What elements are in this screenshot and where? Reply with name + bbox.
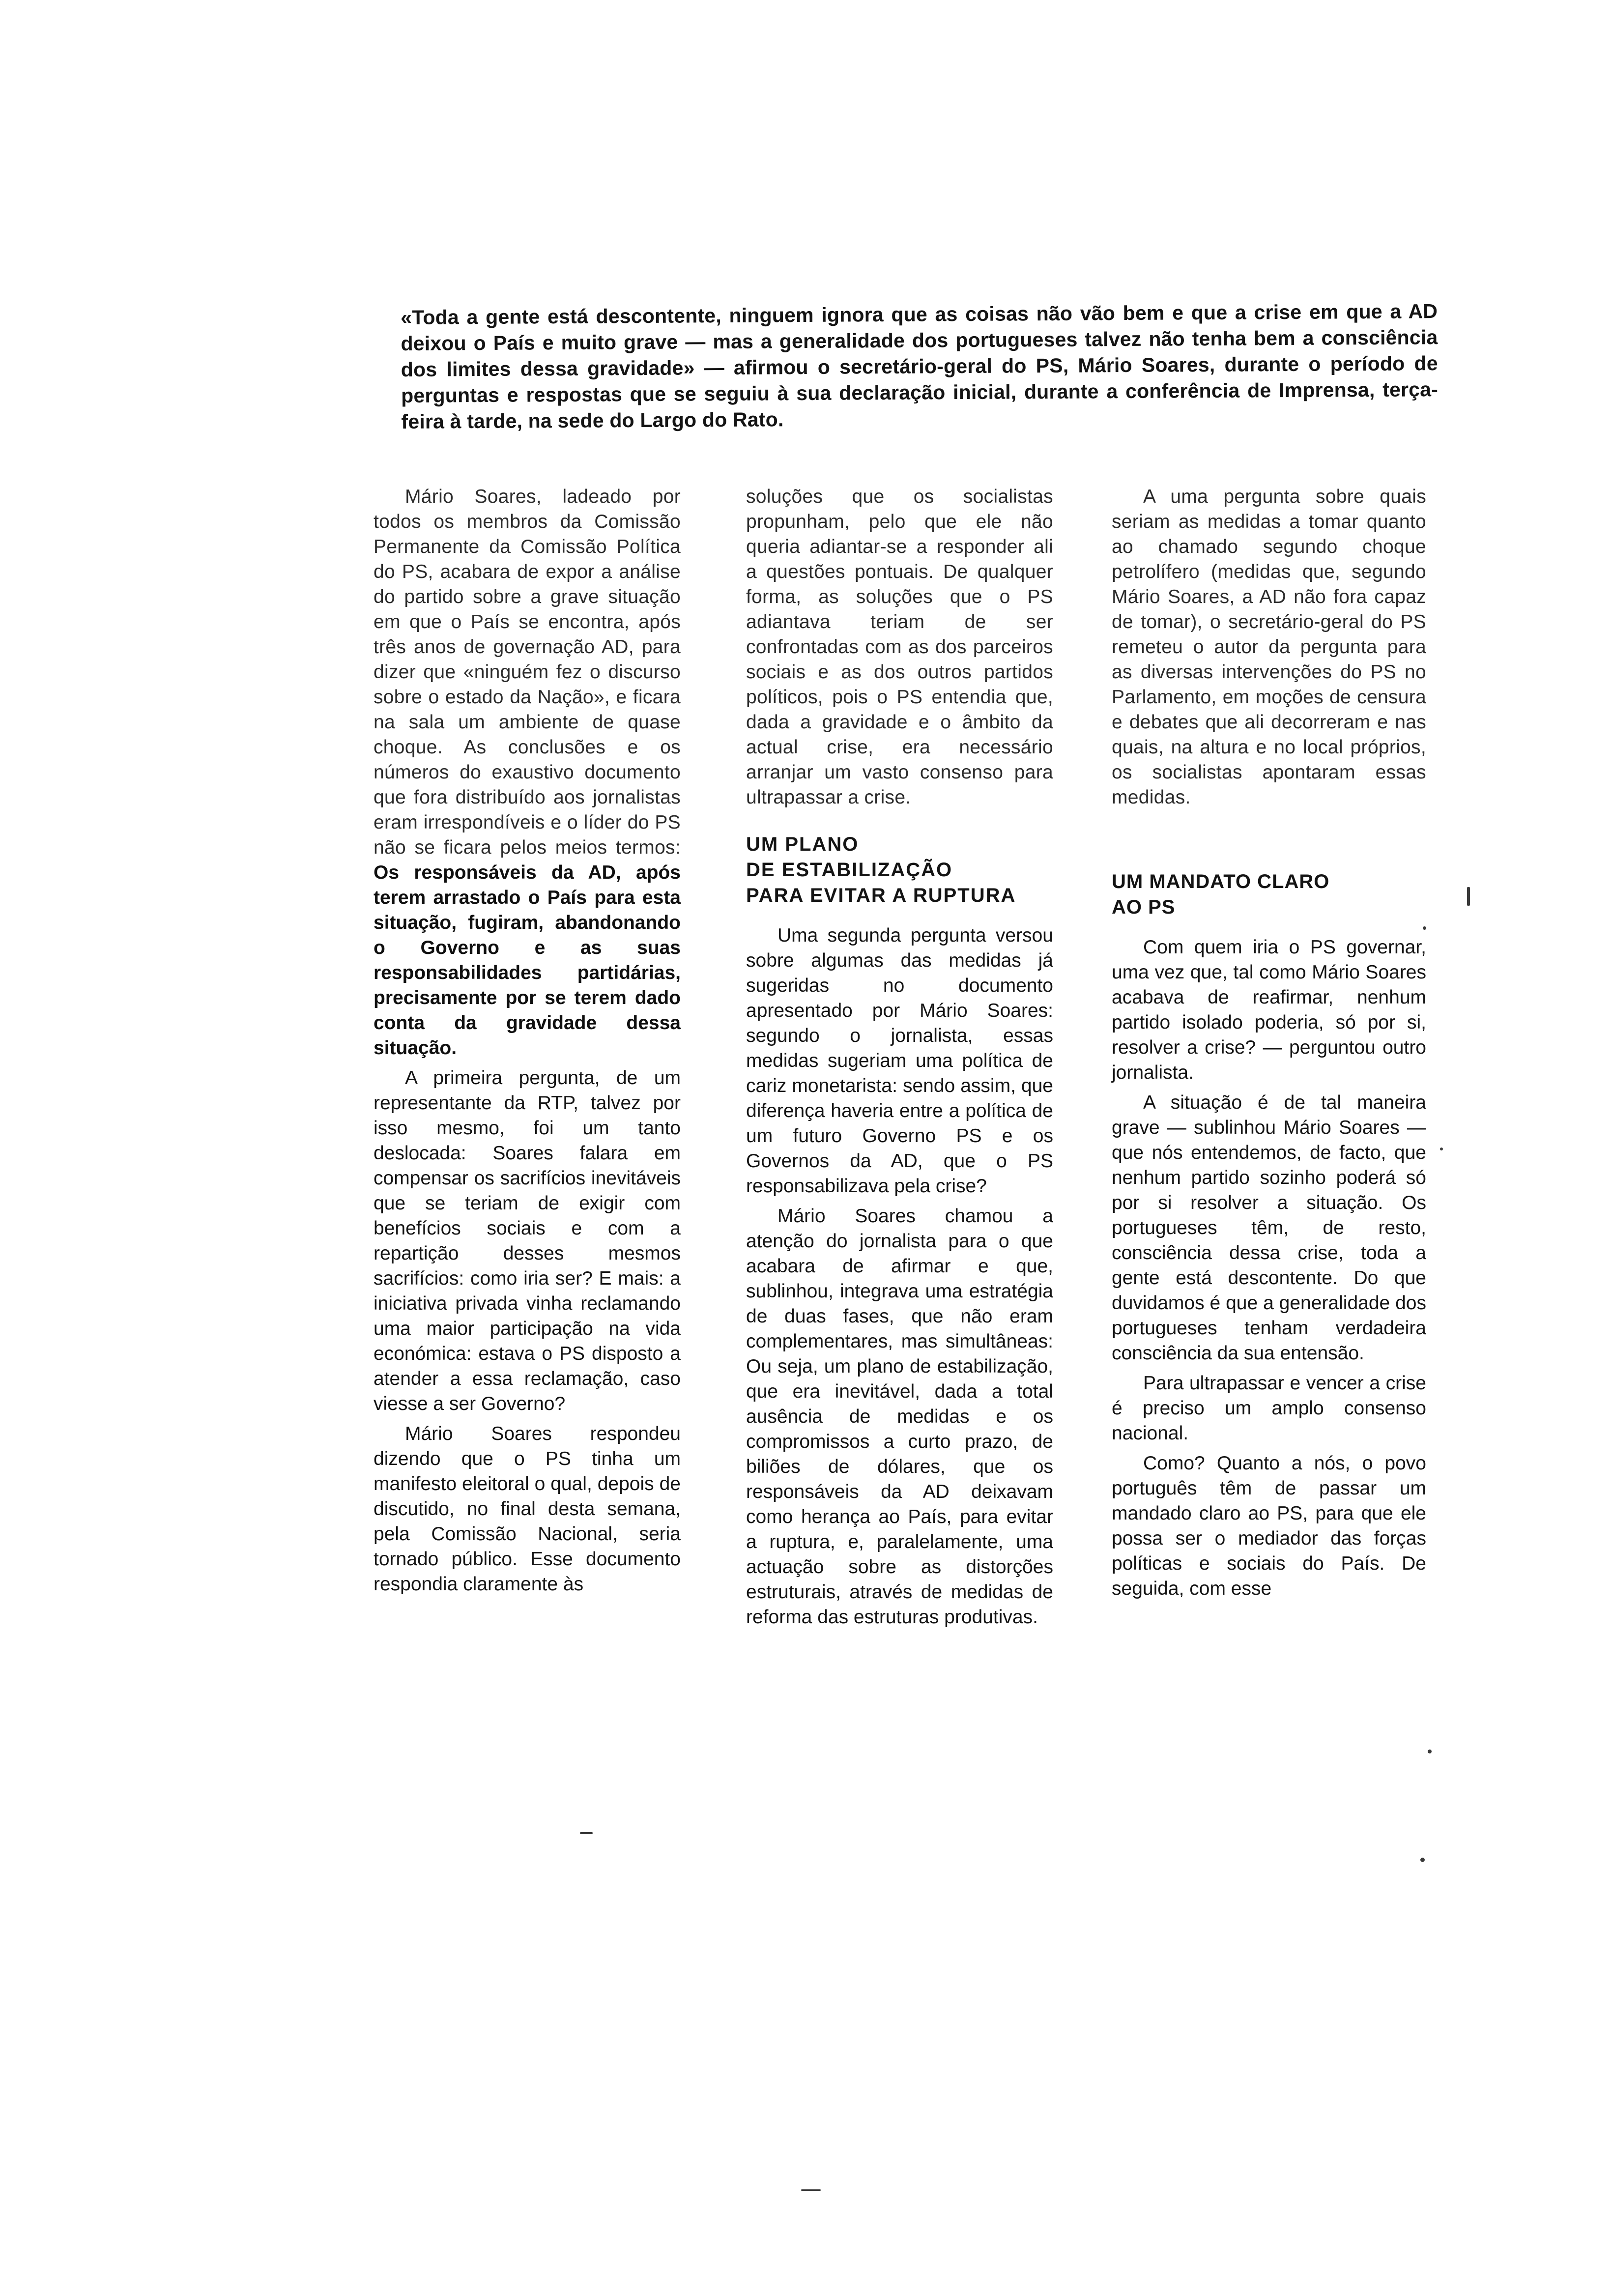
scan-speck [1440, 1148, 1443, 1150]
col3-paragraph-5: Como? Quanto a nós, o povo português têm de passar um mandado claro ao PS, para que ele possa ser o mediador das forças políticas e sociais do País. De seguida, com esse [1112, 1453, 1426, 1599]
col2-subheading-line-2: DE ESTABILIZAÇÃO [746, 859, 953, 881]
scan-speck [1423, 926, 1426, 930]
col2-subheading-line-3: PARA EVITAR A RUPTURA [746, 885, 1016, 906]
col3-subheading [1112, 869, 1426, 920]
col1-paragraph-1-text: Mário Soares, ladeado por todos os membros da Comissão Permanente da Comissão Política do PS, acabara de expor a análise do partido sobre a grave situação em que o País se encontra, após três anos de governação AD, para dizer que «ninguém fez o discurso sobre o estado da Nação», e ficara na sala um ambiente de quase choque. As conclusões e os números do exaustivo documento que fora distribuído aos jornalistas eram irrespondíveis e o líder do PS não se ficara pelos meios termos: [374, 486, 681, 858]
column-1 [374, 484, 681, 1597]
col3-subheading-line-2: AO PS [1112, 896, 1176, 918]
col3-paragraph-1: A uma pergunta sobre quais seriam as medidas a tomar quanto ao chamado segundo choque petrolífero (medidas que, segundo Mário Soares, a AD não fora capaz de tomar), o secretário-geral do PS remeteu o autor da pergunta para as diversas intervenções do PS no Parlamento, em moções de censura e debates que ali decorreram e nas quais, na altura e no local próprios, os socialistas apontaram essas medidas. [1112, 486, 1426, 808]
col2-paragraph-3: Mário Soares chamou a atenção do jornalista para o que acabara de afirmar e que, sublinhou, integrava uma estratégia de duas fases, que não eram complementares, mas simultâneas: Ou seja, um plano de estabilização, que era inevitável, dada a total ausência de medidas e os compromissos a curto prazo, de biliões de dólares, que os responsáveis da AD deixavam como herança ao País, para evitar a ruptura, e, paralelamente, uma actuação sobre as distorções estruturais, através de medidas de reforma das estruturas produtivas. [746, 1205, 1053, 1628]
col3-paragraph-4: Para ultrapassar e vencer a crise é preciso um amplo consenso nacional. [1112, 1373, 1426, 1444]
scan-speck [580, 1832, 593, 1834]
col1-paragraph-3: Mário Soares respondeu dizendo que o PS tinha um manifesto eleitoral o qual, depois de discutido, no final desta semana, pela Comissão Nacional, seria tornado público. Esse documento respondia claramente às [374, 1423, 681, 1595]
article-lead: «Toda a gente está descontente, ninguem ignora que as coisas não vão bem e que a crise em que a AD deixou o País e muito grave — mas a generalidade dos portugueses talvez não tenha bem a consciência dos limites dessa gravidade» — afirmou o secretário-geral do PS, Mário Soares, durante o período de perguntas e respostas que se seguiu à sua declaração inicial, durante a conferência de Imprensa, terça-feira à tarde, na sede do Largo do Rato. [401, 300, 1439, 433]
col2-paragraph-1: soluções que os socialistas propunham, pelo que ele não queria adiantar-se a responder ali a questões pontuais. De qualquer forma, as soluções que o PS adiantava teriam de ser confrontadas com as dos parceiros sociais e as dos outros partidos políticos, pois o PS entendia que, dada a gravidade e o âmbito da actual crise, era necessário arranjar um vasto consenso para ultrapassar a crise. [746, 486, 1053, 808]
col3-paragraph-2: Com quem iria o PS governar, uma vez que, tal como Mário Soares acabava de reafirmar, nenhum partido isolado poderia, só por si, resolver a crise? — perguntou outro jornalista. [1112, 937, 1426, 1083]
col3-subheading-line-1: UM MANDATO CLARO [1112, 871, 1330, 892]
col2-subheading-line-1: UM PLANO [746, 833, 859, 855]
col2-paragraph-2: Uma segunda pergunta versou sobre algumas das medidas já sugeridas no documento apresentado por Mário Soares: segundo o jornalista, essas medidas sugeriam uma política de cariz monetarista: sendo assim, que diferença haveria entre a política de um futuro Governo PS e os Governos da AD, que o PS responsabilizava pela crise? [746, 925, 1053, 1197]
column-3 [1112, 484, 1426, 1601]
col2-subheading [746, 832, 1053, 908]
scan-speck [1428, 1750, 1432, 1753]
col1-paragraph-1-emphasis: Os responsáveis da AD, após terem arrastado o País para esta situação, fugiram, abandonando o Governo e as suas responsabilidades partidárias, precisamente por se terem dado conta da gravidade dessa situação. [374, 862, 681, 1059]
col1-paragraph-2: A primeira pergunta, de um representante da RTP, talvez por isso mesmo, foi um tanto deslocada: Soares falara em compensar os sacrifícios inevitáveis que se teriam de exigir com benefícios sociais e com a repartição desses mesmos sacrifícios: como iria ser? E mais: a iniciativa privada vinha reclamando uma maior participação na vida económica: estava o PS disposto a atender a essa reclamação, caso viesse a ser Governo? [374, 1067, 681, 1414]
col3-paragraph-3: A situação é de tal maneira grave — sublinhou Mário Soares — que nós entendemos, de facto, que nenhum partido sozinho poderá só por si resolver a situação. Os portugueses têm, de resto, consciência dessa crise, toda a gente está descontente. Do que duvidamos é que a generalidade dos portugueses tenham verdadeira consciência da sua entensão. [1112, 1092, 1426, 1364]
scan-speck [1467, 887, 1470, 906]
column-2 [746, 484, 1053, 1630]
col1-paragraph-1 [374, 484, 681, 1061]
scan-speck [801, 2189, 821, 2191]
scan-speck [1420, 1858, 1425, 1862]
